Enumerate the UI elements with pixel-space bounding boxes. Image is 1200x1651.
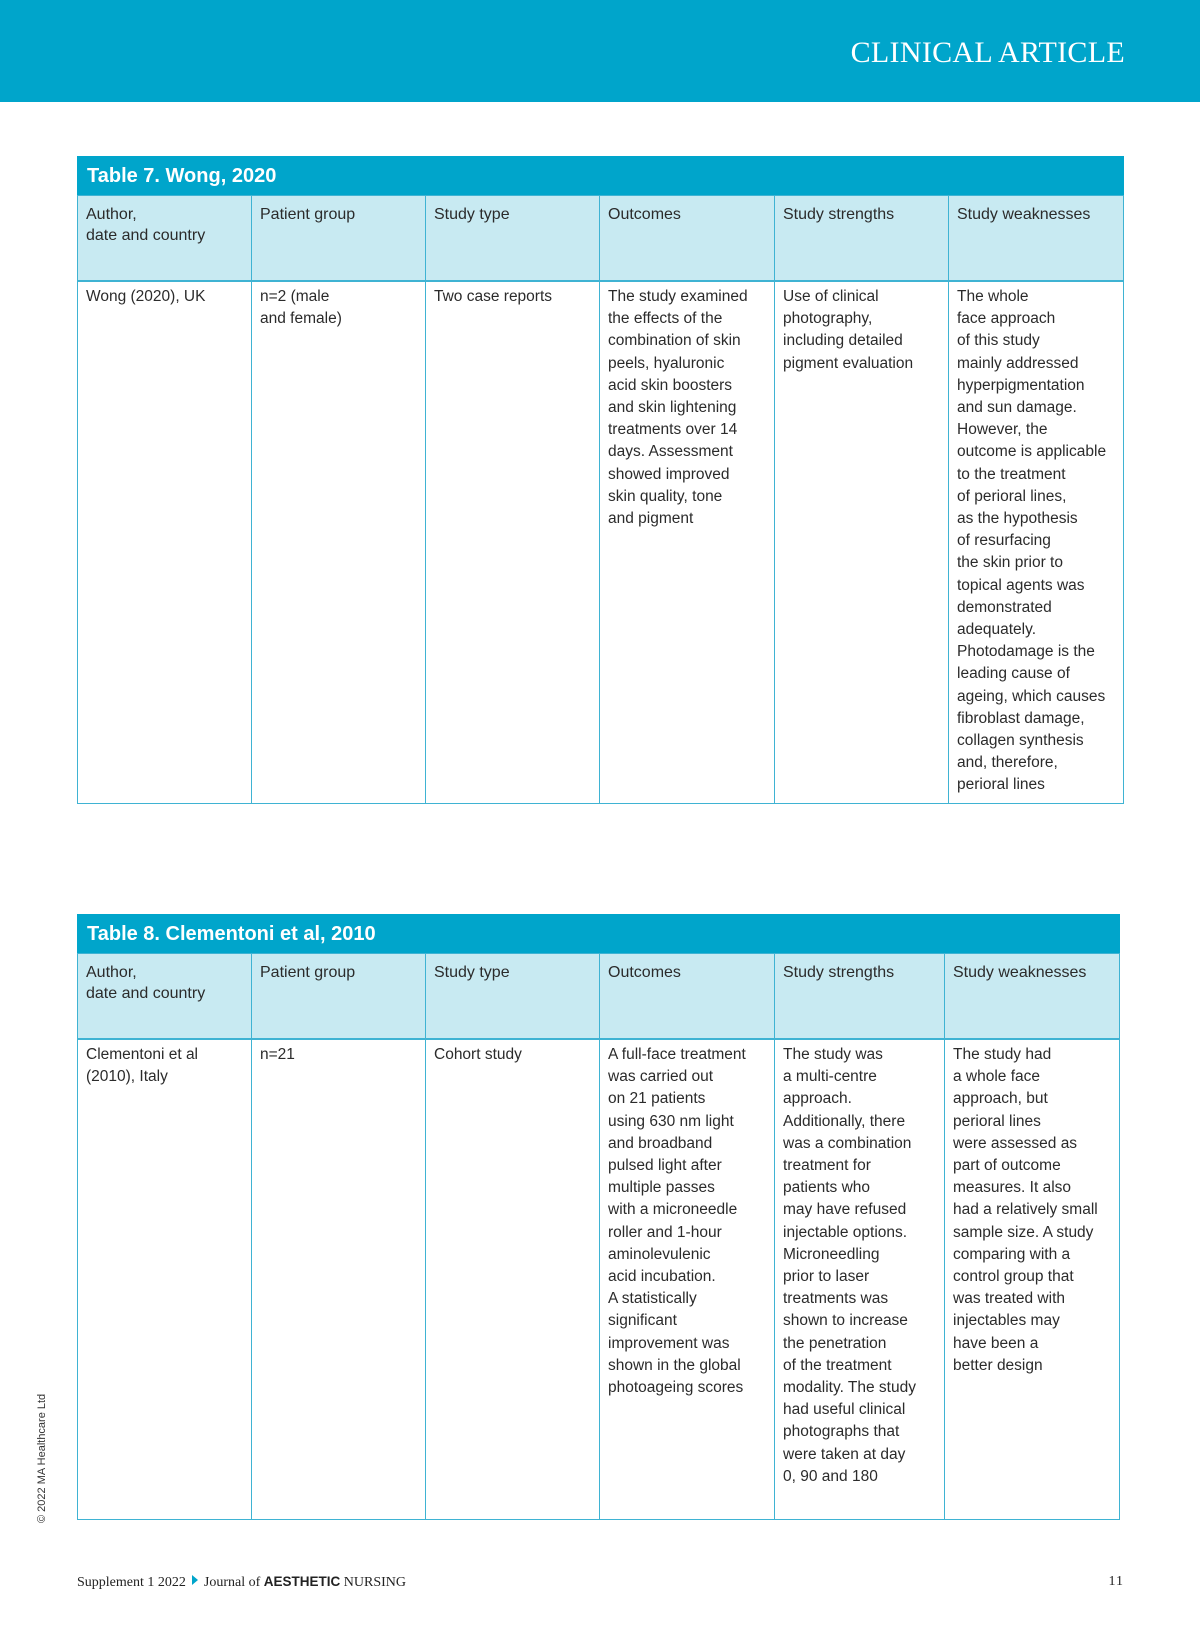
cell-author: Wong (2020), UK [78, 281, 252, 803]
table-8 [77, 914, 1120, 1520]
cell-strengths: Use of clinical photography, including detailed pigment evaluation [775, 281, 949, 803]
cell-patient-group: n=21 [252, 1039, 426, 1519]
table-row [78, 281, 1124, 803]
col-weaknesses: Study weaknesses [945, 954, 1120, 1040]
table-row [78, 1039, 1120, 1519]
cell-outcomes: The study examined the effects of the combination of skin peels, hyaluronic acid skin boosters and skin lightening treatments over 14 days. Assessment showed improved skin quality, tone and pigment [600, 281, 775, 803]
header-band [0, 0, 1200, 102]
col-outcomes: Outcomes [600, 954, 775, 1040]
table-7 [77, 156, 1124, 804]
table-header-row [78, 954, 1120, 1040]
cell-strengths: The study was a multi-centre approach. Additionally, there was a combination treatment for patients who may have refused injectable options. Microneedling prior to laser treatments was shown to increase the penetration of the treatment modality. The study had useful clinical photographs that were taken at day 0, 90 and 180 [775, 1039, 945, 1519]
footer [77, 1574, 406, 1591]
col-strengths: Study strengths [775, 196, 949, 282]
table-title: Table 7. Wong, 2020 [77, 156, 1124, 195]
col-patient-group: Patient group [252, 196, 426, 282]
cell-weaknesses: The whole face approach of this study mainly addressed hyperpigmentation and sun damage. However, the outcome is applicable to the treatment of perioral lines, as the hypothesis of resurfacing the skin prior to topical agents was demonstrated adequately. Photodamage is the leading cause of ageing, which causes fibroblast damage, collagen synthesis and, therefore, perioral lines [949, 281, 1124, 803]
triangle-right-icon [192, 1575, 198, 1585]
journal-name-bold: AESTHETIC [263, 1574, 341, 1589]
col-strengths: Study strengths [775, 954, 945, 1040]
journal-prefix: Journal of [203, 1575, 261, 1590]
cell-study-type: Two case reports [426, 281, 600, 803]
col-study-type: Study type [426, 196, 600, 282]
copyright-notice: © 2022 MA Healthcare Ltd [36, 1393, 48, 1523]
col-study-type: Study type [426, 954, 600, 1040]
journal-name-rest: NURSING [343, 1575, 407, 1590]
cell-patient-group: n=2 (male and female) [252, 281, 426, 803]
supplement-label: Supplement 1 2022 [77, 1575, 186, 1590]
table-title: Table 8. Clementoni et al, 2010 [77, 914, 1120, 953]
page-number: 11 [1108, 1574, 1124, 1589]
col-author: Author, date and country [78, 954, 252, 1040]
col-weaknesses: Study weaknesses [949, 196, 1124, 282]
table-7-container [77, 156, 1124, 804]
cell-study-type: Cohort study [426, 1039, 600, 1519]
cell-weaknesses: The study had a whole face approach, but perioral lines were assessed as part of outcome measures. It also had a relatively small sample size. A study comparing with a control group that was treated with injectables may have been a better design [945, 1039, 1120, 1519]
col-patient-group: Patient group [252, 954, 426, 1040]
cell-author: Clementoni et al (2010), Italy [78, 1039, 252, 1519]
section-label: CLINICAL ARTICLE [850, 36, 1125, 69]
table-header-row [78, 196, 1124, 282]
col-author: Author, date and country [78, 196, 252, 282]
table-8-container [77, 914, 1120, 1520]
cell-outcomes: A full-face treatment was carried out on 21 patients using 630 nm light and broadband pulsed light after multiple passes with a microneedle roller and 1-hour aminolevulenic acid incubation. A statistically significant improvement was shown in the global photoageing scores [600, 1039, 775, 1519]
col-outcomes: Outcomes [600, 196, 775, 282]
